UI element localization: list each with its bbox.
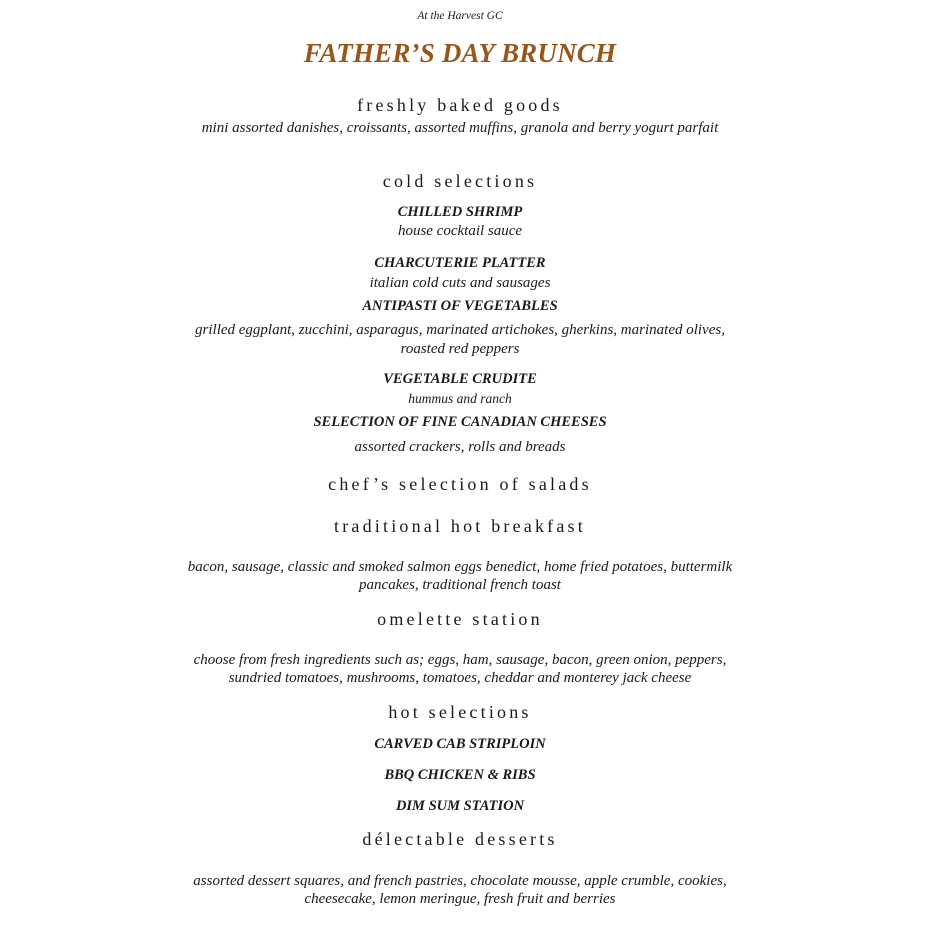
section-heading-baked: freshly baked goods: [357, 95, 563, 115]
desserts-desc: cheesecake, lemon meringue, fresh fruit and berries: [304, 891, 616, 907]
section-heading-hot: hot selections: [388, 702, 532, 722]
item-name: CHARCUTERIE PLATTER: [374, 255, 546, 271]
item-name: DIM SUM STATION: [395, 798, 525, 814]
section-heading-omelette: omelette station: [377, 609, 543, 629]
breakfast-desc: pancakes, traditional french toast: [359, 577, 561, 593]
section-heading-salads: chef’s selection of salads: [328, 474, 592, 494]
item-name: ANTIPASTI OF VEGETABLES: [362, 298, 558, 314]
section-heading-breakfast: traditional hot breakfast: [334, 516, 586, 536]
item-desc: roasted red peppers: [400, 341, 520, 357]
section-heading-cold: cold selections: [382, 171, 538, 191]
baked-desc: mini assorted danishes, croissants, assorted muffins, granola and berry yogurt parfait: [201, 120, 719, 136]
item-name: CHILLED SHRIMP: [397, 204, 523, 220]
menu-title: FATHER’S DAY BRUNCH: [303, 38, 617, 68]
section-heading-desserts: délectable desserts: [362, 829, 558, 849]
omelette-desc: choose from fresh ingredients such as; eggs, ham, sausage, bacon, green onion, peppers,: [193, 652, 727, 668]
item-name: VEGETABLE CRUDITE: [383, 371, 537, 387]
item-desc: house cocktail sauce: [397, 223, 523, 239]
venue-subtitle: At the Harvest GC: [417, 10, 503, 22]
item-desc: italian cold cuts and sausages: [369, 275, 551, 291]
breakfast-desc: bacon, sausage, classic and smoked salmon eggs benedict, home fried potatoes, buttermilk: [187, 559, 733, 575]
desserts-desc: assorted dessert squares, and french pastries, chocolate mousse, apple crumble, cookies,: [193, 873, 727, 889]
item-desc: grilled eggplant, zucchini, asparagus, marinated artichokes, gherkins, marinated olives,: [195, 322, 725, 338]
item-name: CARVED CAB STRIPLOIN: [374, 736, 546, 752]
item-desc: assorted crackers, rolls and breads: [354, 439, 566, 455]
item-desc: hummus and ranch: [408, 391, 512, 406]
omelette-desc: sundried tomatoes, mushrooms, tomatoes, cheddar and monterey jack cheese: [228, 670, 692, 686]
item-name: SELECTION OF FINE CANADIAN CHEESES: [313, 414, 607, 430]
item-name: BBQ CHICKEN & RIBS: [384, 767, 536, 783]
